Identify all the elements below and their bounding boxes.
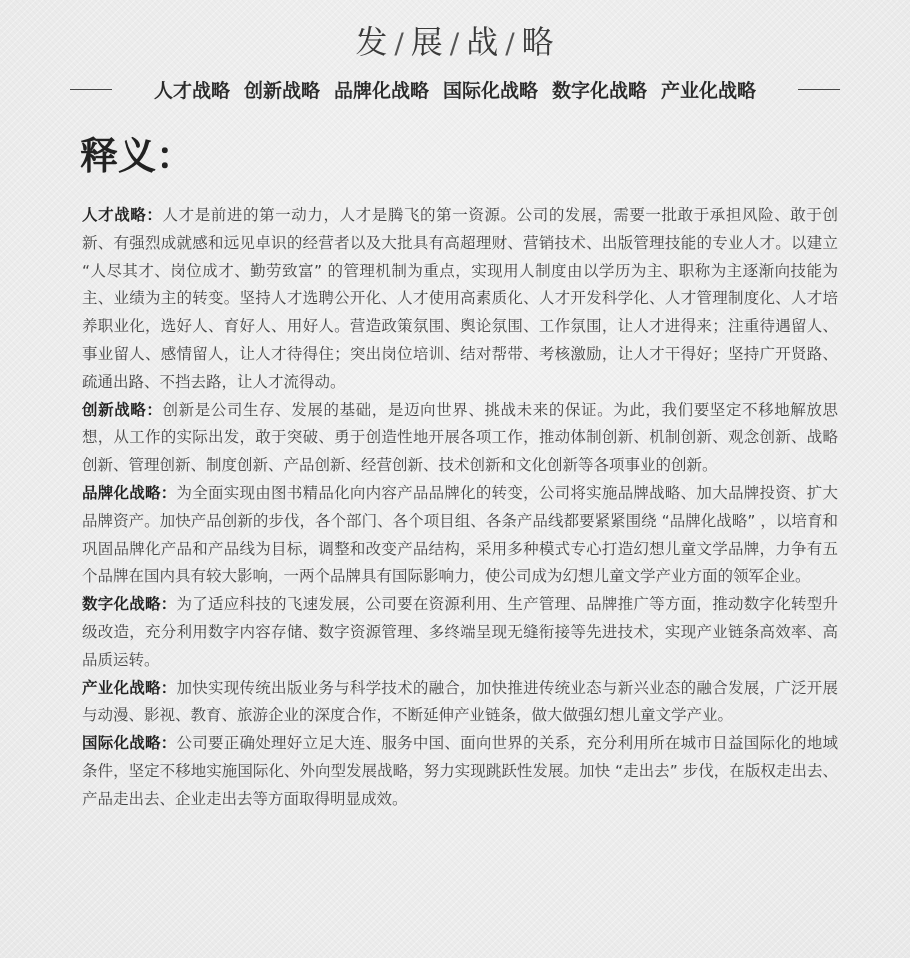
rule-right (798, 89, 840, 90)
definition-text: 人才是前进的第一动力，人才是腾飞的第一资源。公司的发展，需要一批敢于承担风险、敢于创新、有强烈成就感和远见卓识的经营者以及大批具有高超理财、营销技术、出版管理技能的专业人才。以建立 “人尽其才、岗位成才、勤劳致富” 的管理机制为重点，实现用人制度由以学历为主、职称为主逐渐向技能为主、业绩为主的转变。坚持人才选聘公开化、人才使用高素质化、人才开发科学化、人才管理制度化、人才培养职业化，选好人、育好人、用好人。营造政策氛围、舆论氛围、工作氛围，让人才进得来；注重待遇留人、事业留人、感情留人，让人才待得住；突出岗位培训、结对帮带、考核激励，让人才干得好；坚持广开贤路、疏通出路、不挡去路，让人才流得动。 (82, 206, 838, 391)
strategy-item: 品牌化战略 (333, 79, 429, 102)
definition-text: 公司要正确处理好立足大连、服务中国、面向世界的关系，充分利用所在城市日益国际化的地域条件，坚定不移地实施国际化、外向型发展战略，努力实现跳跃性发展。加快 “走出去” 步伐，在版权走出去、产品走出去、企业走出去等方面取得明显成效。 (82, 734, 838, 808)
strategy-item: 创新战略 (243, 79, 320, 102)
definition-text: 创新是公司生存、发展的基础，是迈向世界、挑战未来的保证。为此，我们要坚定不移地解放思想，从工作的实际出发，敢于突破、勇于创造性地开展各项工作，推动体制创新、机制创新、观念创新、战略创新、管理创新、制度创新、产品创新、经营创新、技术创新和文化创新等各项事业的创新。 (82, 400, 838, 475)
strategy-item: 产业化战略 (661, 79, 757, 102)
definitions-heading: 释义： (80, 133, 195, 178)
strategy-bar (70, 74, 840, 104)
page-title (0, 22, 910, 64)
definition-text: 为了适应科技的飞速发展，公司要在资源利用、生产管理、品牌推广等方面，推动数字化转型升级改造，充分利用数字内容存储、数字资源管理、多终端呈现无缝衔接等先进技术，实现产业链条高效率、高品质运转。 (82, 595, 838, 669)
strategy-item: 数字化战略 (552, 79, 648, 102)
strategy-item: 人才战略 (153, 79, 230, 102)
title-char: 战 (466, 23, 500, 61)
title-char: 展 (410, 23, 444, 61)
title-separator: / (394, 27, 405, 60)
definition-term: 产业化战略： (82, 678, 177, 697)
definition-term: 人才战略： (82, 206, 163, 224)
title-separator: / (505, 27, 516, 60)
definition-industrial (82, 675, 838, 731)
title-char: 发 (355, 23, 389, 61)
title-separator: / (449, 27, 461, 60)
definition-text: 加快实现传统出版业务与科学技术的融合，加快推进传统业态与新兴业态的融合发展，广泛开展与动漫、影视、教育、旅游企业的深度合作，不断延伸产业链条，做大做强幻想儿童文学产业。 (82, 678, 838, 725)
definition-branding (82, 480, 838, 591)
definition-term: 创新战略： (82, 400, 163, 419)
definitions-body (82, 202, 838, 814)
definition-talent (82, 202, 838, 397)
definition-term: 数字化战略： (82, 595, 177, 614)
definition-term: 国际化战略： (82, 734, 177, 753)
definition-digital (82, 591, 838, 674)
definition-international (82, 730, 838, 813)
strategy-item: 国际化战略 (443, 79, 539, 102)
title-char: 略 (521, 23, 555, 61)
strategy-list (154, 76, 756, 103)
definition-text: 为全面实现由图书精品化向内容产品品牌化的转变，公司将实施品牌战略、加大品牌投资、扩大品牌资产。加快产品创新的步伐，各个部门、各个项目组、各条产品线都要紧紧围绕 “品牌化战略” ，以培育和巩固品牌化产品和产品线为目标，调整和改变产品结构，采用多种模式专心打造幻想儿童文学品牌，力争有五个品牌在国内具有较大影响，一两个品牌具有国际影响力，使公司成为幻想儿童文学产业方面的领军企业。 (82, 483, 838, 586)
definition-innovation (82, 397, 838, 480)
rule-left (70, 89, 112, 90)
definition-term: 品牌化战略： (82, 483, 177, 502)
